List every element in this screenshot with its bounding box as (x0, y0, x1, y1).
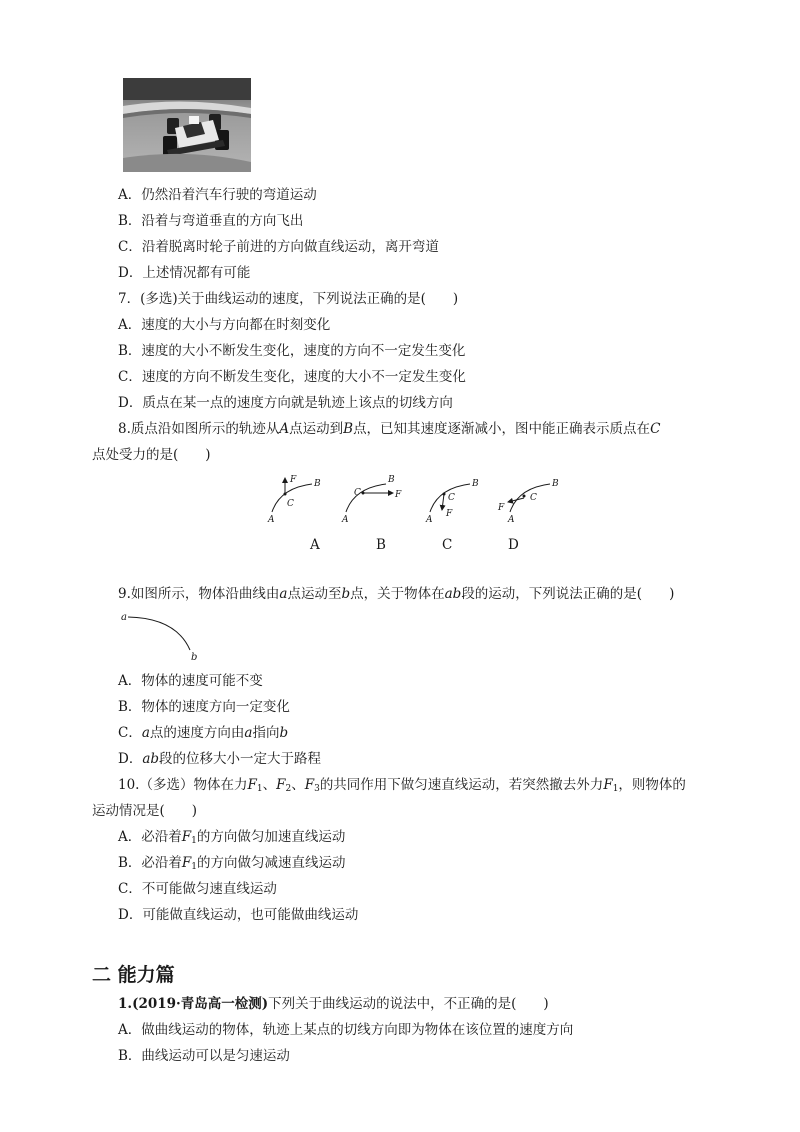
q8-force-arrow-c (442, 494, 444, 510)
q8-label-b-d: B (552, 479, 559, 489)
q8-choice-c: C (442, 537, 453, 553)
q6-option-b: B．沿着与弯道垂直的方向飞出 (118, 213, 304, 229)
q7-option-c: C．速度的方向不断发生变化，速度的大小不一定发生变化 (118, 369, 466, 385)
q8-label-f-a: F (290, 475, 297, 485)
q7-option-a: A．速度的大小与方向都在时刻变化 (118, 317, 331, 333)
q8-choice-b: B (376, 537, 386, 553)
q2-1-stem: 1.(2019·青岛高一检测)下列关于曲线运动的说法中，不正确的是( ) (118, 996, 549, 1012)
q10-stem-line1: 10.（多选）物体在力$F_1$、$F_2$、$F_3$的共同作用下做匀速直线运动，若突然撤去外力$F_1$，则物体的 (118, 777, 686, 794)
q10-option-c: C．不可能做匀速直线运动 (118, 881, 277, 897)
q6-option-c: C．沿着脱离时轮子前进的方向做直线运动，离开弯道 (118, 239, 439, 255)
q10-option-d: D．可能做直线运动，也可能做曲线运动 (118, 907, 359, 923)
q8-label-a-d: A (508, 515, 515, 525)
section-heading: 二 能力篇 (92, 964, 175, 986)
q8-label-c-a: C (287, 499, 294, 509)
q8-stem-line2: 点处受力的是( ) (92, 447, 211, 463)
q8-curve-b (346, 484, 386, 512)
q8-label-b-c: B (472, 479, 479, 489)
q8-label-a-a: A (268, 515, 275, 525)
q7-option-d: D．质点在某一点的速度方向就是轨迹上该点的切线方向 (118, 395, 453, 411)
q8-point-c-c (443, 493, 446, 496)
q8-force-diagrams (262, 472, 572, 528)
q6-option-a: A．仍然沿着汽车行驶的弯道运动 (118, 187, 317, 203)
q8-label-c-c: C (448, 493, 455, 503)
q10-option-b: B．必沿着$F_1$的方向做匀减速直线运动 (118, 855, 346, 872)
q2-1-option-a: A．做曲线运动的物体，轨迹上某点的切线方向即为物体在该位置的速度方向 (118, 1022, 574, 1038)
q10-stem-line2: 运动情况是( ) (92, 803, 198, 819)
q9-option-a: A．物体的速度可能不变 (118, 673, 263, 689)
q8-stem-line1: 8.质点沿如图所示的轨迹从A点运动到B点，已知其速度逐渐减小，图中能正确表示质点在C (118, 421, 661, 437)
q8-point-c-a (284, 493, 287, 496)
q9-curve-diagram (118, 608, 208, 664)
q8-label-b-b: B (388, 475, 395, 485)
q2-1-option-b: B．曲线运动可以是匀速运动 (118, 1048, 290, 1064)
q8-label-c-d: C (530, 493, 537, 503)
q8-label-b-a: B (314, 479, 321, 489)
q8-label-f-b: F (395, 490, 402, 500)
q9-option-b: B．物体的速度方向一定变化 (118, 699, 290, 715)
q9-label-a: a (121, 612, 127, 623)
q9-option-d: D．ab段的位移大小一定大于路程 (118, 751, 322, 767)
q8-label-f-d: F (498, 503, 505, 513)
q8-choice-d: D (508, 537, 519, 553)
q9-curve (128, 617, 190, 650)
q9-stem: 9.如图所示，物体沿曲线由a点运动至b点，关于物体在ab段的运动，下列说法正确的是( ) (118, 586, 675, 602)
q6-option-d: D．上述情况都有可能 (118, 265, 251, 281)
q9-label-b: b (191, 652, 198, 663)
q8-label-a-b: A (342, 515, 349, 525)
q8-choice-a: A (310, 537, 320, 553)
q8-label-f-c: F (446, 509, 453, 519)
q8-point-c-d (523, 495, 526, 498)
q8-label-a-c: A (426, 515, 433, 525)
q9-option-c: C．a点的速度方向由a指向b (118, 725, 289, 741)
q8-point-c-b (362, 492, 365, 495)
race-car-photo (123, 78, 251, 172)
q7-option-b: B．速度的大小不断发生变化，速度的方向不一定发生变化 (118, 343, 466, 359)
q8-label-c-b: C (354, 488, 361, 498)
q10-option-a: A．必沿着$F_1$的方向做匀加速直线运动 (118, 829, 346, 846)
q7-stem: 7．(多选)关于曲线运动的速度，下列说法正确的是( ) (118, 291, 459, 307)
